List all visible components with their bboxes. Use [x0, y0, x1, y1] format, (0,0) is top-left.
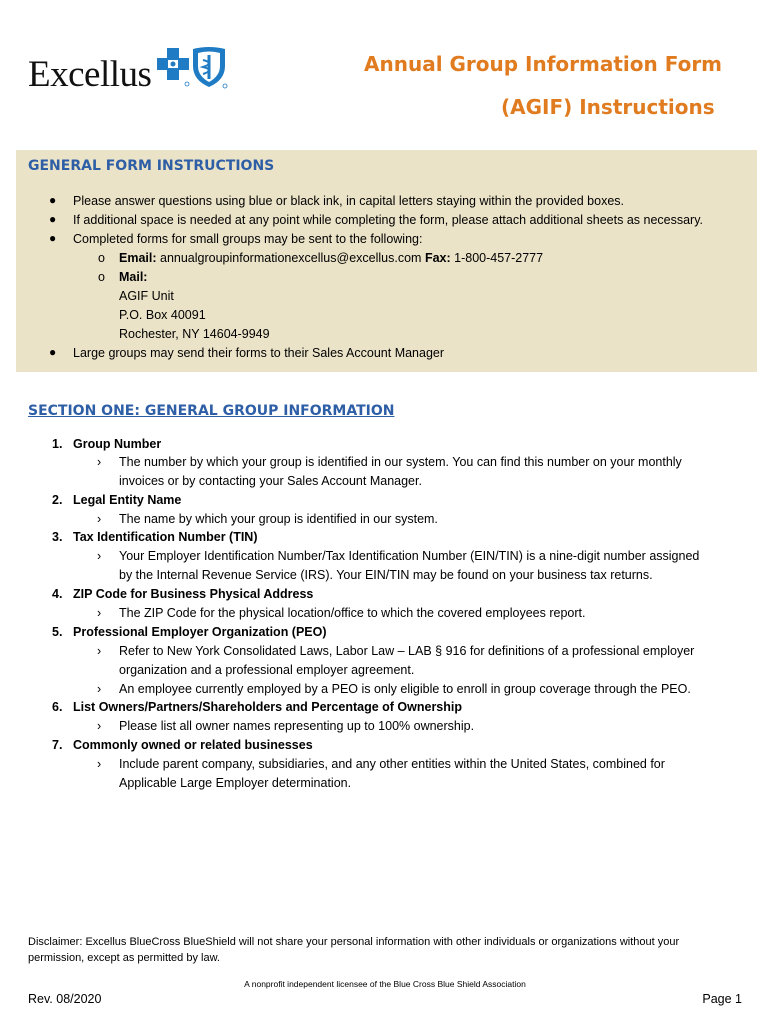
bullet-dot: ●	[49, 193, 57, 207]
item-number: 2.	[52, 493, 63, 507]
chevron-icon: ›	[97, 549, 102, 563]
email-value[interactable]: annualgroupinformationexcellus@excellus.com	[160, 251, 422, 265]
bullet-dot: ●	[49, 212, 57, 226]
item-number: 3.	[52, 530, 63, 544]
item-number: 5.	[52, 625, 63, 639]
fax-value: 1-800-457-2777	[454, 251, 544, 265]
item-number: 4.	[52, 587, 63, 601]
item-number: 6.	[52, 700, 63, 714]
item-text: Include parent company, subsidiaries, and any other entities within the United States, combined for	[119, 757, 665, 771]
chevron-icon: ›	[97, 757, 102, 771]
item-title-owners: List Owners/Partners/Shareholders and Percentage of Ownership	[73, 700, 463, 714]
item-text: by the Internal Revenue Service (IRS). Your EIN/TIN may be found on your business tax returns.	[119, 568, 653, 582]
blue-cross-icon	[156, 46, 190, 88]
mail-address-line3: Rochester, NY 14604-9949	[119, 327, 270, 341]
item-number: 7.	[52, 738, 63, 752]
item-number: 1.	[52, 437, 63, 451]
instruction-additional-space: If additional space is needed at any point while completing the form, please attach additional sheets as necessary.	[73, 213, 704, 227]
section-one-heading: SECTION ONE: GENERAL GROUP INFORMATION	[28, 403, 395, 419]
page-subtitle: (AGIF) Instructions	[501, 95, 715, 119]
instruction-large-groups: Large groups may send their forms to their Sales Account Manager	[73, 346, 445, 360]
mail-address-line2: P.O. Box 40091	[119, 308, 206, 322]
item-title-tin: Tax Identification Number (TIN)	[73, 530, 258, 544]
general-instructions-heading: GENERAL FORM INSTRUCTIONS	[28, 158, 275, 174]
mail-label: Mail:	[119, 270, 148, 284]
chevron-icon: ›	[97, 682, 102, 696]
chevron-icon: ›	[97, 455, 102, 469]
item-text: The ZIP Code for the physical location/office to which the covered employees report.	[119, 606, 586, 620]
item-title-peo: Professional Employer Organization (PEO)	[73, 625, 327, 639]
chevron-icon: ›	[97, 512, 102, 526]
sub-bullet: o	[98, 270, 105, 284]
instruction-small-groups: Completed forms for small groups may be sent to the following:	[73, 232, 423, 246]
item-text: The name by which your group is identified in our system.	[119, 512, 438, 526]
general-instructions-box	[16, 150, 757, 372]
logo-wordmark: Excellus	[28, 54, 152, 95]
licensee-statement: A nonprofit independent licensee of the Blue Cross Blue Shield Association	[244, 979, 526, 989]
item-text: Applicable Large Employer determination.	[119, 776, 352, 790]
chevron-icon: ›	[97, 606, 102, 620]
instruction-ink: Please answer questions using blue or black ink, in capital letters staying within the provided boxes.	[73, 194, 625, 208]
bluecross-blueshield-marks	[156, 46, 228, 90]
item-title-related-businesses: Commonly owned or related businesses	[73, 738, 313, 752]
disclaimer: Disclaimer: Excellus BlueCross BlueShield will not share your personal information with other individuals or organizations without your permission, except as permitted by law.	[28, 936, 680, 964]
email-line	[119, 251, 543, 265]
bullet-dot: ●	[49, 231, 57, 245]
revision-date: Rev. 08/2020	[28, 992, 102, 1006]
chevron-icon: ›	[97, 719, 102, 733]
mail-address-line1: AGIF Unit	[119, 289, 174, 303]
item-text: An employee currently employed by a PEO is only eligible to enroll in group coverage through the PEO.	[119, 682, 691, 696]
fax-label: Fax:	[424, 251, 451, 265]
email-label: Email:	[119, 251, 157, 265]
item-title-group-number: Group Number	[73, 437, 162, 451]
item-text: organization and a professional employer agreement.	[119, 663, 415, 677]
item-title-zip-code: ZIP Code for Business Physical Address	[73, 587, 314, 601]
item-title-legal-entity-name: Legal Entity Name	[73, 493, 182, 507]
sub-bullet: o	[98, 251, 105, 265]
page-title: Annual Group Information Form	[364, 52, 723, 76]
company-logo	[28, 42, 228, 102]
item-text: Your Employer Identification Number/Tax Identification Number (EIN/TIN) is a nine-digit number assigned	[119, 549, 700, 563]
item-text: invoices or by contacting your Sales Account Manager.	[119, 474, 422, 488]
bullet-dot: ●	[49, 345, 57, 359]
item-text: Please list all owner names representing up to 100% ownership.	[119, 719, 475, 733]
item-text: The number by which your group is identified in our system. You can find this number on your monthly	[119, 455, 682, 469]
page-number: Page 1	[702, 992, 742, 1006]
blue-shield-icon	[190, 46, 228, 90]
chevron-icon: ›	[97, 644, 102, 658]
item-text: Refer to New York Consolidated Laws, Labor Law – LAB § 916 for definitions of a professional employer	[119, 644, 695, 658]
